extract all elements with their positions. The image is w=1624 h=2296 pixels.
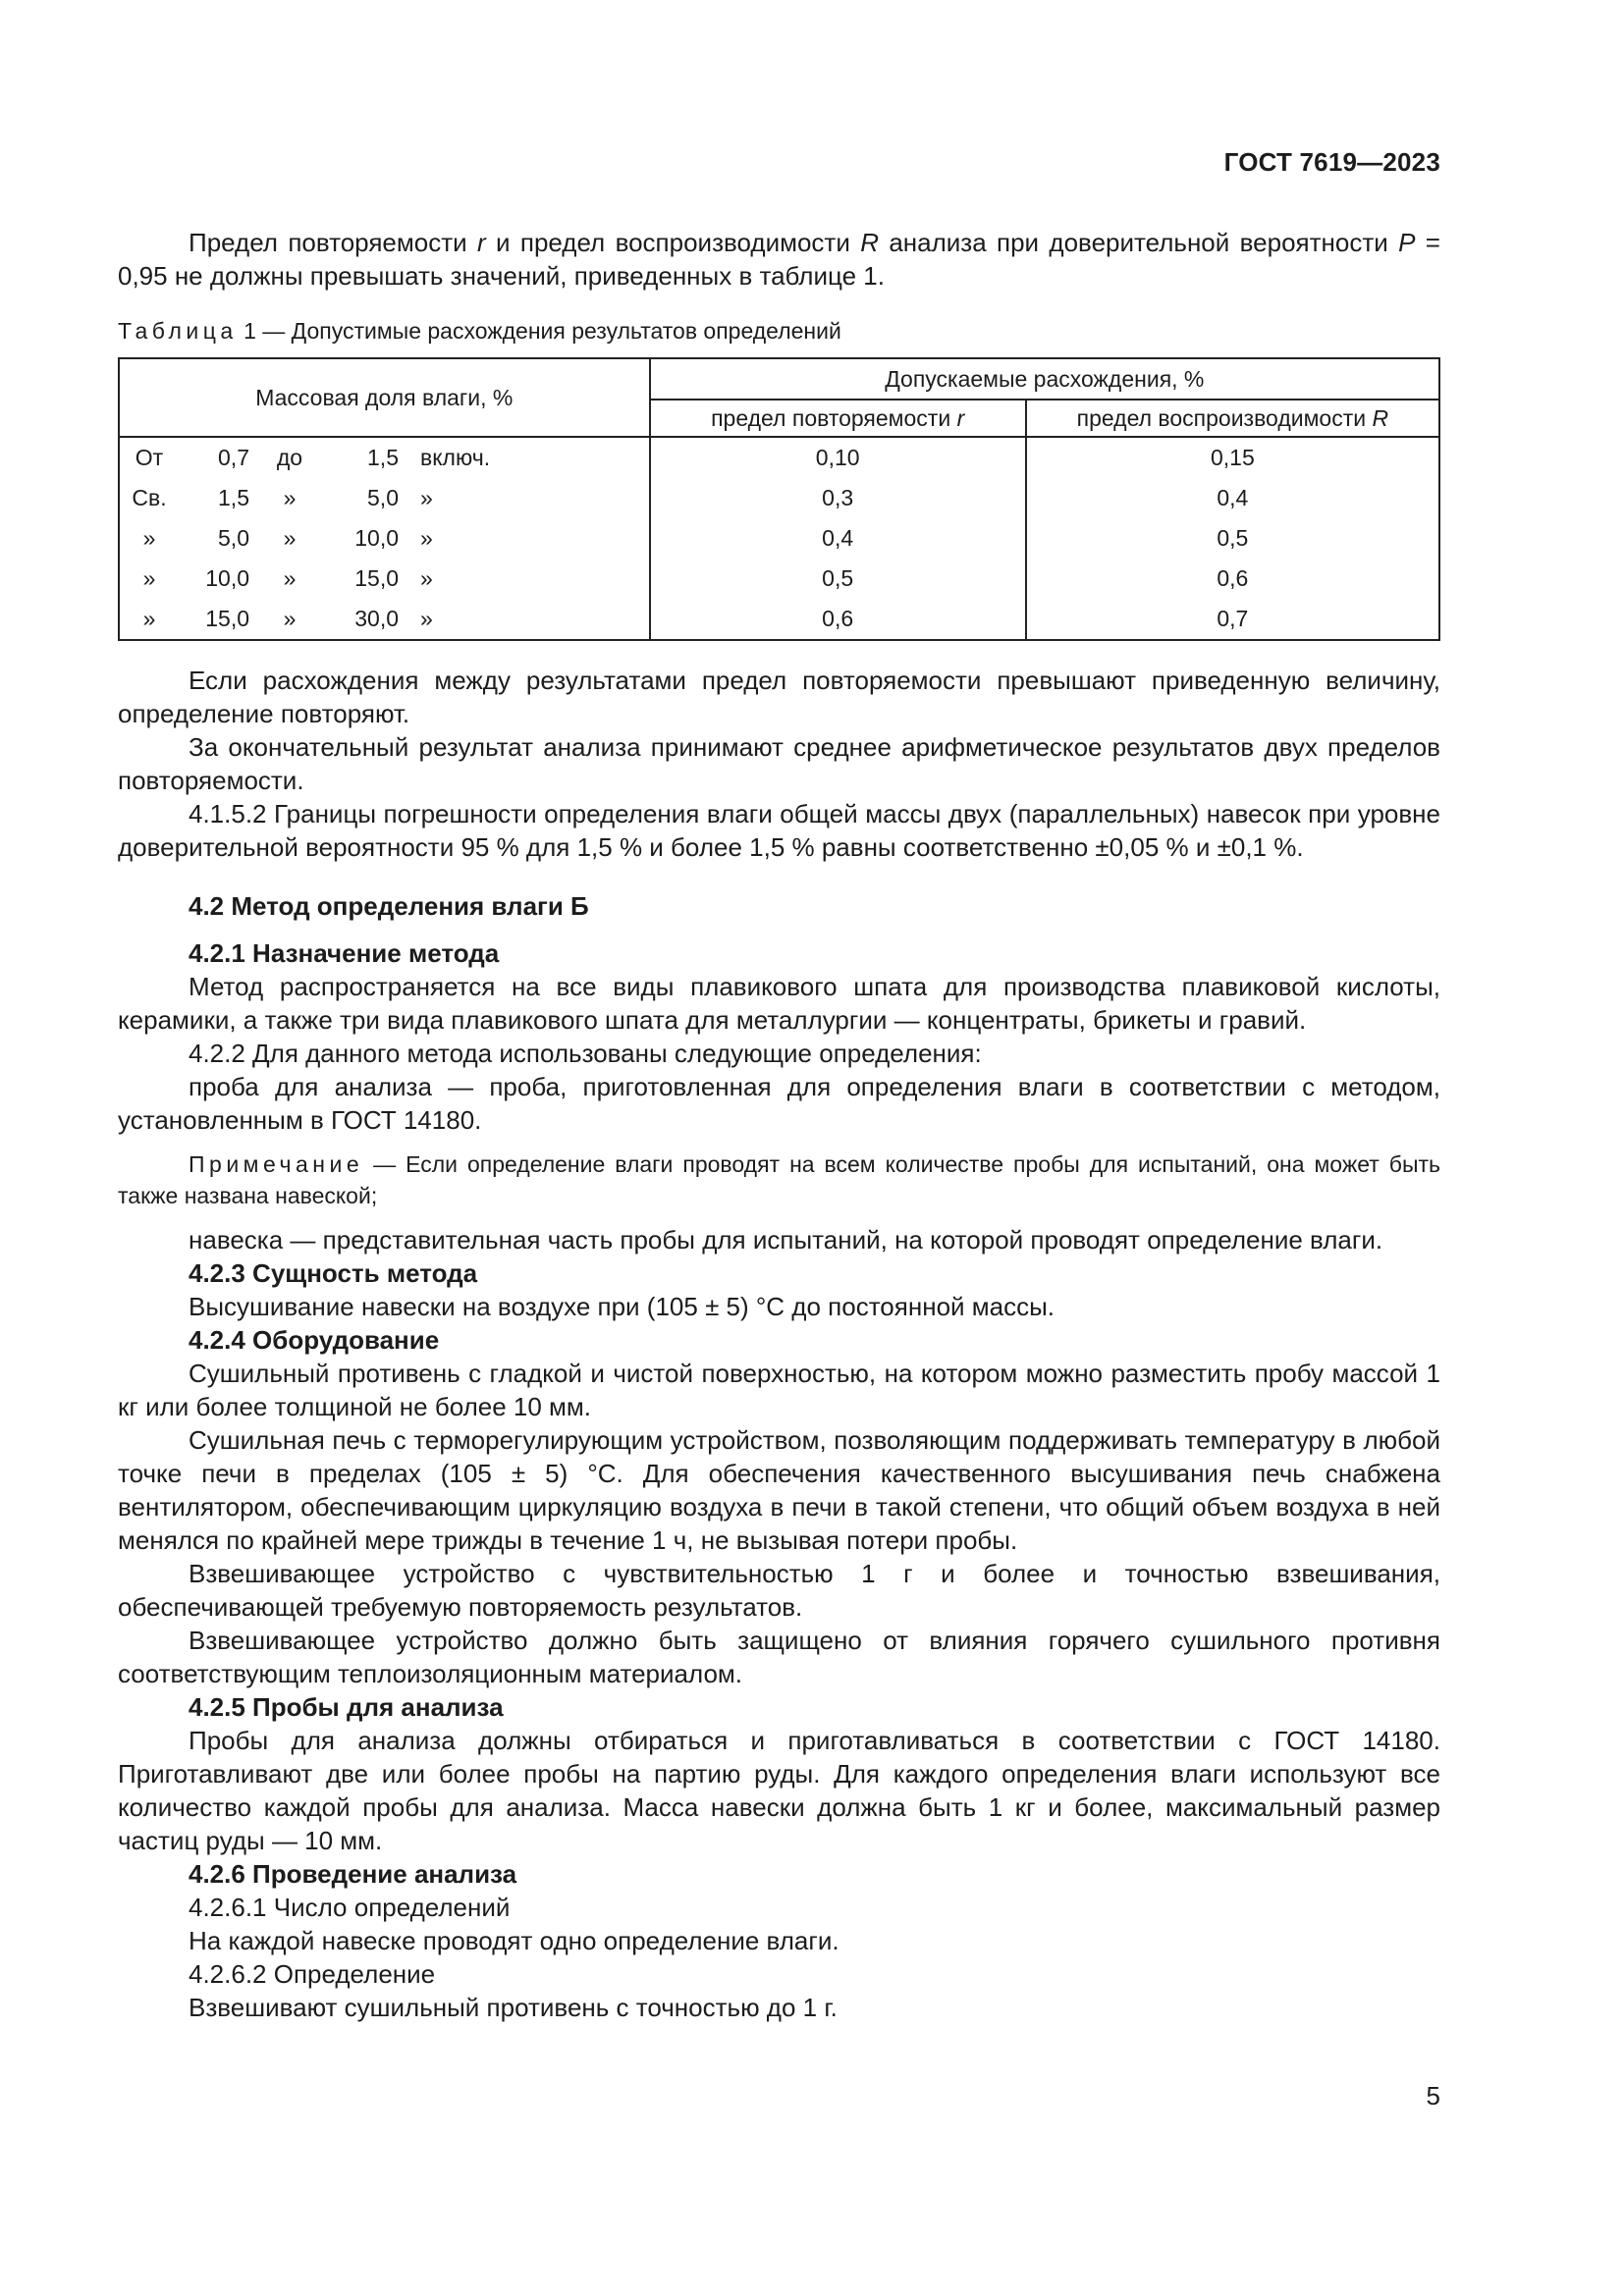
col-repeatability-header: предел повторяемости r (650, 400, 1026, 437)
paragraph-naveska: навеска — представительная часть пробы для испытаний, на которой проводят определение влаги. (189, 1225, 1383, 1255)
paragraph-4-2-6-2-text: Взвешивают сушильный противень с точностью до 1 г. (189, 1993, 838, 2022)
paragraph-4-2-4-scale: Взвешивающее устройство с чувствительностью 1 г и более и точностью взвешивания, обеспечивающей требуемую повторяемость результатов. (118, 1559, 1440, 1622)
paragraph-4-1-5-2: 4.1.5.2 Границы погрешности определения влаги общей массы двух (параллельных) навесок при уровне доверительной вероятности 95 % для 1,5 % и более 1,5 % равны соответственно ±0,05 % и ±0,1 %. (118, 799, 1440, 862)
intro-block (118, 226, 1440, 293)
group-tolerance-header: Допускаемые расхождения, % (650, 358, 1439, 400)
table-caption-label: Таблица (118, 318, 238, 344)
paragraph-4-2-4-tray: Сушильный противень с гладкой и чистой поверхностью, на котором можно разместить пробу массой 1 кг или более толщиной не более 10 мм. (118, 1359, 1440, 1421)
var-r: r (476, 228, 486, 257)
table-caption (118, 316, 841, 346)
paragraph-4-2-5: Пробы для анализа должны отбираться и приготавливаться в соответствии с ГОСТ 14180. Приготавливают две или более пробы на партию руды. Для каждого определения влаги используют все количество каждой пробы для анализа. Масса навески должна быть 1 кг и более, максимальный размер частиц руды — 10 мм. (118, 1726, 1440, 1855)
table-row (119, 559, 1439, 599)
repeatability-value: 0,10 (650, 437, 1026, 478)
table-row (119, 478, 1439, 518)
repeatability-value: 0,3 (650, 478, 1026, 518)
paragraph-divergence: Если расхождения между результатами предел повторяемости превышают приведенную величину, определение повторяют. (118, 666, 1440, 728)
reproducibility-value: 0,6 (1026, 559, 1439, 599)
heading-4-2-1: 4.2.1 Назначение метода (189, 938, 500, 968)
paragraph-4-2-1: Метод распространяется на все виды плавикового шпата для производства плавиковой кислоты, керамики, а также три вида плавикового шпата для металлургии — концентраты, брикеты и гравий. (118, 972, 1440, 1035)
repeatability-value: 0,5 (650, 559, 1026, 599)
reproducibility-value: 0,7 (1026, 599, 1439, 640)
paragraph-final-result: За окончательный результат анализа принимают среднее арифметическое результатов двух пределов повторяемости. (118, 732, 1440, 795)
reproducibility-value: 0,4 (1026, 478, 1439, 518)
repeatability-value: 0,4 (650, 518, 1026, 559)
moisture-range: » 15,0 » 30,0 » (142, 606, 433, 631)
paragraph-4-2-3: Высушивание навески на воздухе при (105 ± 5) °С до постоянной массы. (189, 1292, 1056, 1321)
body-text (118, 664, 1440, 2024)
moisture-range: » 10,0 » 15,0 » (142, 565, 433, 591)
paragraph-4-2-6-1-text: На каждой навеске проводят одно определение влаги. (189, 1926, 839, 1955)
moisture-range: Св. 1,5 » 5,0 » (132, 485, 433, 510)
note-label: Примечание (189, 1151, 364, 1177)
paragraph-4-2-4-protection: Взвешивающее устройство должно быть защищено от влияния горячего сушильного противня соответствующим теплоизоляционным материалом. (118, 1626, 1440, 1688)
page-number: 5 (1426, 2081, 1440, 2110)
heading-4-2-6: 4.2.6 Проведение анализа (189, 1859, 517, 1889)
paragraph-4-2-6-2: 4.2.6.2 Определение (189, 1959, 436, 1989)
table-row (119, 518, 1439, 559)
document-id-header: ГОСТ 7619—2023 (1223, 147, 1440, 177)
note-text: — Если определение влаги проводят на всем количестве пробы для испытаний, она может быть также названа навеской; (118, 1151, 1440, 1208)
paragraph-4-2-4-oven: Сушильная печь с терморегулирующим устройством, позволяющим поддерживать температуру в любой точке печи в пределах (105 ± 5) °С. Для обеспечения качественного высушивания печь снабжена вентилятором, обеспечивающим циркуляцию воздуха в печи в такой степени, что общий объем воздуха в ней менялся по крайней мере трижды в течение 1 ч, не вызывая потери пробы. (118, 1425, 1440, 1555)
note (118, 1148, 1440, 1211)
moisture-range: » 5,0 » 10,0 » (142, 525, 433, 551)
heading-4-2-4: 4.2.4 Оборудование (189, 1325, 440, 1355)
var-R: R (860, 228, 879, 257)
var-P: P (1398, 228, 1416, 257)
heading-4-2-5: 4.2.5 Пробы для анализа (189, 1692, 504, 1722)
table-wrapper (118, 357, 1440, 641)
tolerance-table (118, 357, 1440, 641)
reproducibility-value: 0,5 (1026, 518, 1439, 559)
reproducibility-value: 0,15 (1026, 437, 1439, 478)
heading-4-2-3: 4.2.3 Сущность метода (189, 1258, 478, 1288)
paragraph-4-2-6-1: 4.2.6.1 Число определений (189, 1893, 511, 1922)
moisture-range: От 0,7 до 1,5 включ. (135, 445, 491, 470)
repeatability-value: 0,6 (650, 599, 1026, 640)
table-row (119, 599, 1439, 640)
table-row (119, 437, 1439, 478)
table-caption-text: 1 — Допустимые расхождения результатов определений (237, 318, 841, 344)
col-moisture-header: Массовая доля влаги, % (119, 358, 650, 437)
heading-4-2: 4.2 Метод определения влаги Б (189, 891, 589, 921)
paragraph-4-2-2: 4.2.2 Для данного метода использованы следующие определения: (189, 1039, 982, 1068)
paragraph-4-2-2-definition: проба для анализа — проба, приготовленная для определения влаги в соответствии с методом, установленным в ГОСТ 14180. (118, 1072, 1440, 1135)
col-reproducibility-header: предел воспроизводимости R (1026, 400, 1439, 437)
intro-paragraph: Предел повторяемости r и предел воспроизводимости R анализа при доверительной вероятности P = 0,95 не должны превышать значений, приведенных в таблице 1. (118, 228, 1440, 291)
